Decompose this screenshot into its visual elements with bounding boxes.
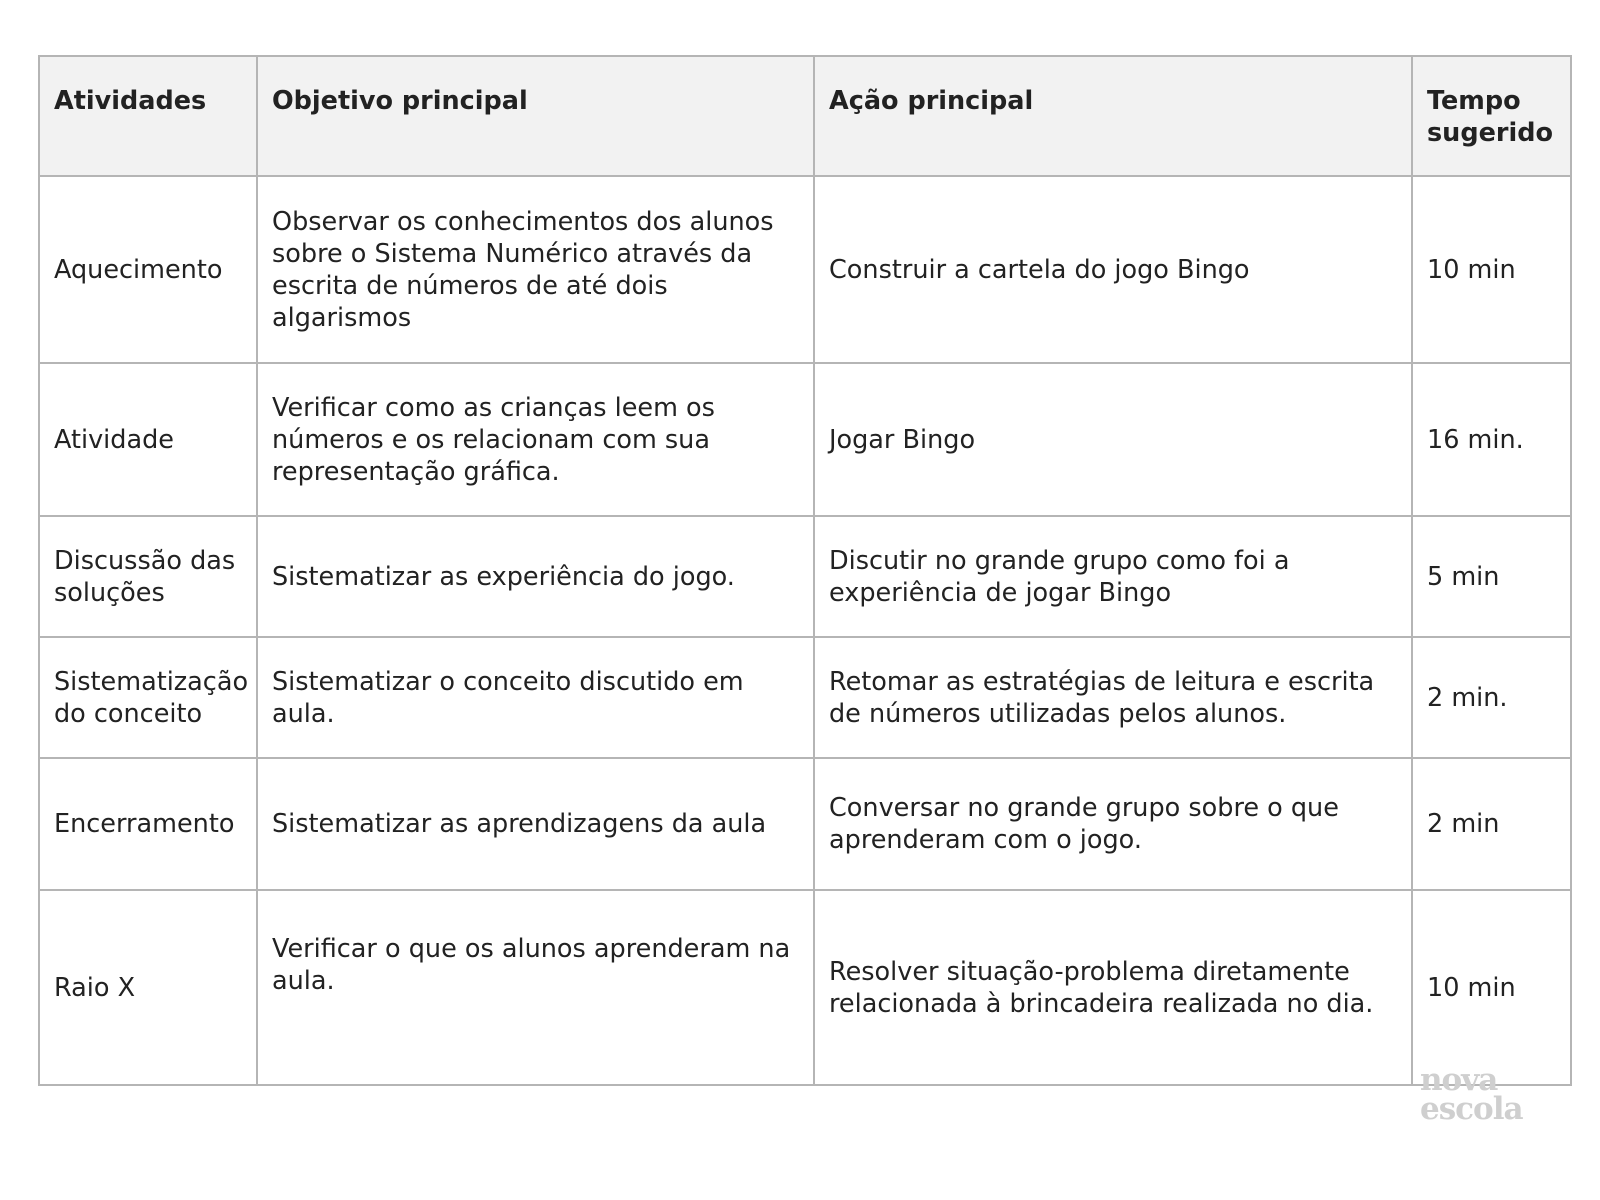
logo-line-escola: escola [1420, 1091, 1523, 1127]
cell-objetivo: Verificar o que os alunos aprenderam na aula. [257, 890, 814, 1085]
logo-line-nova: nova [1420, 1062, 1498, 1098]
cell-tempo: 2 min [1412, 758, 1571, 890]
table-row [39, 890, 1571, 1085]
table-row [39, 176, 1571, 363]
cell-acao: Retomar as estratégias de leitura e escrita de números utilizadas pelos alunos. [814, 637, 1412, 758]
cell-acao: Resolver situação-problema diretamente relacionada à brincadeira realizada no dia. [814, 890, 1412, 1085]
header-row [39, 56, 1571, 176]
cell-atividade: Raio X [39, 890, 257, 1085]
lesson-plan-table [38, 55, 1572, 1086]
header-tempo-sugerido: Tempo sugerido [1412, 56, 1571, 176]
cell-atividade: Aquecimento [39, 176, 257, 363]
cell-acao: Jogar Bingo [814, 363, 1412, 516]
table-row [39, 363, 1571, 516]
cell-acao: Discutir no grande grupo como foi a experiência de jogar Bingo [814, 516, 1412, 637]
cell-atividade: Sistematização do conceito [39, 637, 257, 758]
cell-objetivo: Sistematizar as aprendizagens da aula [257, 758, 814, 890]
cell-objetivo: Verificar como as crianças leem os números e os relacionam com sua representação gráfica. [257, 363, 814, 516]
cell-atividade: Encerramento [39, 758, 257, 890]
table-row [39, 637, 1571, 758]
cell-atividade: Discussão das soluções [39, 516, 257, 637]
nova-escola-logo [1420, 1062, 1540, 1127]
cell-tempo: 10 min [1412, 890, 1571, 1085]
cell-objetivo: Observar os conhecimentos dos alunos sobre o Sistema Numérico através da escrita de números de até dois algarismos [257, 176, 814, 363]
table-row [39, 516, 1571, 637]
table-row [39, 758, 1571, 890]
cell-atividade: Atividade [39, 363, 257, 516]
cell-objetivo: Sistematizar o conceito discutido em aula. [257, 637, 814, 758]
cell-tempo: 5 min [1412, 516, 1571, 637]
header-acao-principal: Ação principal [814, 56, 1412, 176]
cell-acao: Conversar no grande grupo sobre o que aprenderam com o jogo. [814, 758, 1412, 890]
cell-tempo: 2 min. [1412, 637, 1571, 758]
cell-acao: Construir a cartela do jogo Bingo [814, 176, 1412, 363]
header-objetivo-principal: Objetivo principal [257, 56, 814, 176]
cell-tempo: 16 min. [1412, 363, 1571, 516]
cell-objetivo: Sistematizar as experiência do jogo. [257, 516, 814, 637]
header-atividades: Atividades [39, 56, 257, 176]
cell-tempo: 10 min [1412, 176, 1571, 363]
